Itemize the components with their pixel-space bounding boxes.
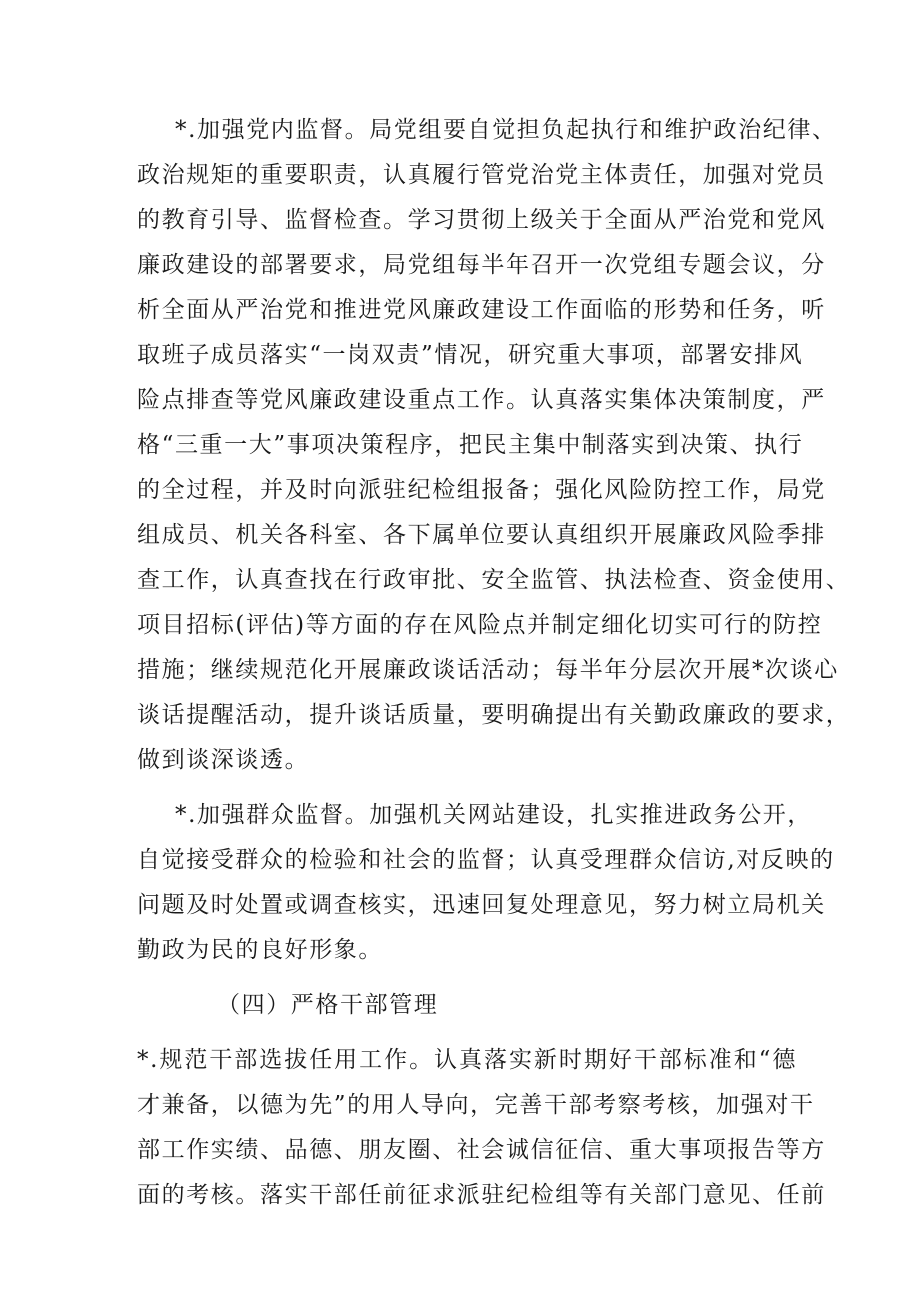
section-heading-text: （四）严格干部管理: [217, 992, 439, 1018]
paragraph-cadre-selection: [137, 1038, 826, 1218]
paragraph-party-supervision: [137, 108, 851, 783]
text-line: 项目招标(评估)等方面的存在风险点并制定细化切实可行的防控: [137, 612, 823, 638]
document-body: [137, 108, 851, 1218]
text-line: 政治规矩的重要职责，认真履行管党治党主体责任，加强对党员: [137, 162, 826, 188]
text-line: 组成员、机关各科室、各下属单位要认真组织开展廉政风险季排: [137, 522, 826, 548]
text-line: 措施；继续规范化开展廉政谈话活动；每半年分层次开展*次谈心: [137, 657, 839, 683]
text-line: 查工作，认真查找在行政审批、安全监管、执法检查、资金使用、: [137, 567, 851, 593]
text-line: 面的考核。落实干部任前征求派驻纪检组等有关部门意见、任前: [137, 1182, 826, 1208]
paragraph-public-supervision: [137, 793, 835, 973]
text-line: 自觉接受群众的检验和社会的监督；认真受理群众信访,对反映的: [137, 847, 835, 873]
text-line: 取班子成员落实“一岗双责”情况，研究重大事项，部署安排风: [137, 342, 804, 368]
text-line: 谈话提醒活动，提升谈话质量，要明确提出有关勤政廉政的要求，: [137, 702, 851, 728]
text-line: 的全过程，并及时向派驻纪检组报备；强化风险防控工作，局党: [137, 477, 826, 503]
text-line: 廉政建设的部署要求，局党组每半年召开一次党组专题会议，分: [137, 252, 826, 278]
text-line: 做到谈深谈透。: [137, 747, 310, 773]
text-line: *.加强党内监督。局党组要自觉担负起执行和维护政治纪律、: [175, 117, 837, 143]
text-line: 问题及时处置或调查核实，迅速回复处理意见，努力树立局机关: [137, 892, 826, 918]
text-line: 部工作实绩、品德、朋友圈、社会诚信征信、重大事项报告等方: [137, 1137, 826, 1163]
text-line: *.加强群众监督。加强机关网站建设，扎实推进政务公开，: [175, 802, 813, 828]
text-line: 勤政为民的良好形象。: [137, 937, 383, 963]
text-line: 析全面从严治党和推进党风廉政建设工作面临的形势和任务，听: [137, 297, 826, 323]
section-heading: [137, 983, 797, 1028]
text-line: 的教育引导、监督检查。学习贯彻上级关于全面从严治党和党风: [137, 207, 826, 233]
text-line: *.规范干部选拔任用工作。认真落实新时期好干部标准和“德: [137, 1047, 797, 1073]
text-line: 险点排查等党风廉政建设重点工作。认真落实集体决策制度，严: [137, 387, 826, 413]
text-line: 格“三重一大”事项决策程序，把民主集中制落实到决策、执行: [137, 432, 804, 458]
text-line: 才兼备，以德为先”的用人导向，完善干部考察考核，加强对干: [137, 1092, 815, 1118]
